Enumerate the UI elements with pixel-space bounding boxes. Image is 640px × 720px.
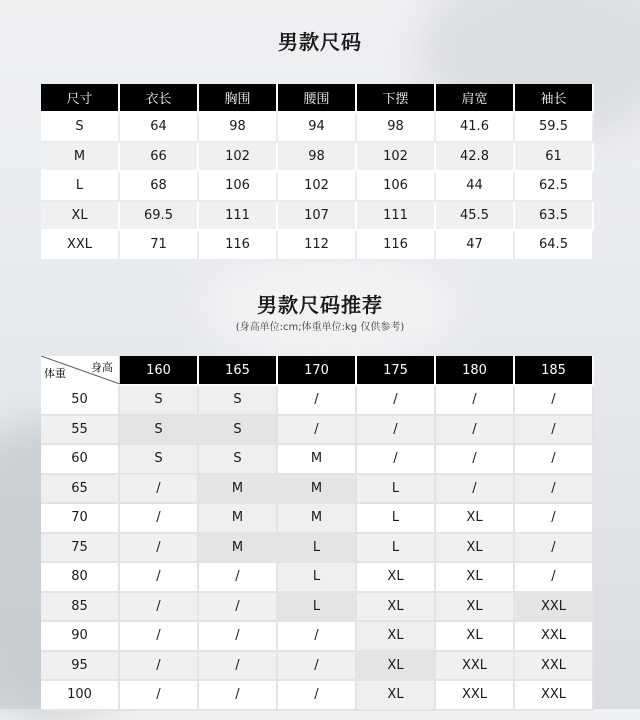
size-value-cell: 98 <box>199 113 278 143</box>
recommended-size-cell: XXL <box>436 681 515 711</box>
size-value-cell: 102 <box>278 172 357 202</box>
recommended-size-cell: L <box>278 534 357 564</box>
size-header-cell: 下摆 <box>357 84 436 113</box>
recommended-size-cell: XXL <box>436 652 515 682</box>
size-label-cell: XXL <box>41 231 120 261</box>
corner-cell <box>41 356 120 386</box>
recommended-size-cell: / <box>120 652 199 682</box>
recommended-size-cell: XL <box>436 563 515 593</box>
recommended-size-cell: S <box>199 416 278 446</box>
size-value-cell: 71 <box>120 231 199 261</box>
size-value-cell: 102 <box>199 143 278 173</box>
recommended-size-cell: S <box>120 386 199 416</box>
recommended-size-cell: / <box>515 504 594 534</box>
size-value-cell: 112 <box>278 231 357 261</box>
recommended-size-cell: S <box>120 416 199 446</box>
size-value-cell: 111 <box>199 202 278 232</box>
recommended-size-cell: L <box>278 563 357 593</box>
size-value-cell: 98 <box>357 113 436 143</box>
weight-label-cell: 90 <box>41 622 120 652</box>
recommendation-row <box>41 622 594 652</box>
recommended-size-cell: M <box>278 475 357 505</box>
weight-label-cell: 60 <box>41 445 120 475</box>
recommendation-row <box>41 445 594 475</box>
size-value-cell: 68 <box>120 172 199 202</box>
recommendation-note: (身高单位:cm;体重单位:kg 仅供参考) <box>235 322 405 333</box>
size-header-cell: 袖长 <box>515 84 594 113</box>
recommended-size-cell: M <box>278 445 357 475</box>
weight-label-cell: 55 <box>41 416 120 446</box>
recommended-size-cell: / <box>515 534 594 564</box>
size-value-cell: 94 <box>278 113 357 143</box>
height-header-cell: 165 <box>199 356 278 386</box>
recommended-size-cell: / <box>278 416 357 446</box>
recommended-size-cell: / <box>357 416 436 446</box>
recommended-size-cell: / <box>199 681 278 711</box>
recommended-size-cell: / <box>199 593 278 623</box>
recommended-size-cell: / <box>278 622 357 652</box>
size-chart-title: 男款尺码 <box>278 30 362 54</box>
recommended-size-cell: XL <box>436 593 515 623</box>
size-chart-table <box>41 84 594 261</box>
recommended-size-cell: / <box>120 475 199 505</box>
recommended-size-cell: / <box>278 386 357 416</box>
recommended-size-cell: XL <box>357 563 436 593</box>
recommended-size-cell: L <box>357 475 436 505</box>
size-value-cell: 69.5 <box>120 202 199 232</box>
recommended-size-cell: / <box>120 593 199 623</box>
recommendation-title: 男款尺码推荐 <box>257 293 383 317</box>
size-value-cell: 59.5 <box>515 113 594 143</box>
recommended-size-cell: XL <box>357 652 436 682</box>
weight-label-cell: 50 <box>41 386 120 416</box>
size-value-cell: 47 <box>436 231 515 261</box>
height-header-cell: 170 <box>278 356 357 386</box>
recommended-size-cell: / <box>515 445 594 475</box>
recommended-size-cell: / <box>357 386 436 416</box>
recommended-size-cell: XL <box>436 504 515 534</box>
weight-label-cell: 95 <box>41 652 120 682</box>
recommended-size-cell: / <box>515 416 594 446</box>
recommended-size-cell: / <box>120 622 199 652</box>
size-value-cell: 106 <box>357 172 436 202</box>
recommended-size-cell: / <box>199 622 278 652</box>
recommendation-row <box>41 504 594 534</box>
height-header-cell: 160 <box>120 356 199 386</box>
recommended-size-cell: / <box>515 386 594 416</box>
size-header-cell: 肩宽 <box>436 84 515 113</box>
recommendation-row <box>41 475 594 505</box>
size-table-row <box>41 113 594 143</box>
size-value-cell: 64 <box>120 113 199 143</box>
size-value-cell: 106 <box>199 172 278 202</box>
recommended-size-cell: / <box>120 681 199 711</box>
recommended-size-cell: / <box>278 681 357 711</box>
recommended-size-cell: / <box>436 445 515 475</box>
recommended-size-cell: XL <box>436 622 515 652</box>
size-value-cell: 116 <box>199 231 278 261</box>
recommended-size-cell: S <box>199 386 278 416</box>
size-label-cell: S <box>41 113 120 143</box>
size-value-cell: 41.6 <box>436 113 515 143</box>
corner-height-label: 身高 <box>91 361 113 374</box>
size-value-cell: 64.5 <box>515 231 594 261</box>
recommended-size-cell: / <box>278 652 357 682</box>
size-table-row <box>41 143 594 173</box>
size-chart-header-row <box>41 84 594 113</box>
height-header-cell: 185 <box>515 356 594 386</box>
recommendation-row <box>41 652 594 682</box>
size-label-cell: M <box>41 143 120 173</box>
weight-label-cell: 85 <box>41 593 120 623</box>
size-table-row <box>41 231 594 261</box>
recommended-size-cell: S <box>120 445 199 475</box>
recommended-size-cell: XL <box>357 681 436 711</box>
recommendation-row <box>41 563 594 593</box>
recommended-size-cell: XL <box>357 622 436 652</box>
size-value-cell: 63.5 <box>515 202 594 232</box>
recommended-size-cell: L <box>278 593 357 623</box>
height-header-cell: 180 <box>436 356 515 386</box>
recommended-size-cell: XL <box>357 593 436 623</box>
weight-label-cell: 65 <box>41 475 120 505</box>
recommended-size-cell: / <box>515 563 594 593</box>
size-header-cell: 腰围 <box>278 84 357 113</box>
recommended-size-cell: M <box>199 475 278 505</box>
weight-label-cell: 75 <box>41 534 120 564</box>
recommended-size-cell: / <box>436 475 515 505</box>
corner-weight-label: 体重 <box>44 367 66 380</box>
height-header-cell: 175 <box>357 356 436 386</box>
recommended-size-cell: / <box>199 563 278 593</box>
recommendation-table <box>41 356 594 711</box>
recommended-size-cell: / <box>357 445 436 475</box>
recommendation-row <box>41 593 594 623</box>
size-label-cell: XL <box>41 202 120 232</box>
weight-label-cell: 70 <box>41 504 120 534</box>
size-value-cell: 42.8 <box>436 143 515 173</box>
size-header-cell: 胸围 <box>199 84 278 113</box>
recommended-size-cell: / <box>515 475 594 505</box>
recommended-size-cell: S <box>199 445 278 475</box>
size-value-cell: 44 <box>436 172 515 202</box>
recommendation-row <box>41 534 594 564</box>
recommended-size-cell: / <box>436 386 515 416</box>
size-label-cell: L <box>41 172 120 202</box>
recommended-size-cell: / <box>120 534 199 564</box>
size-value-cell: 111 <box>357 202 436 232</box>
size-table-row <box>41 172 594 202</box>
weight-label-cell: 80 <box>41 563 120 593</box>
recommended-size-cell: L <box>357 504 436 534</box>
recommended-size-cell: / <box>120 504 199 534</box>
size-value-cell: 61 <box>515 143 594 173</box>
weight-label-cell: 100 <box>41 681 120 711</box>
recommended-size-cell: M <box>278 504 357 534</box>
size-header-cell: 尺寸 <box>41 84 120 113</box>
size-value-cell: 102 <box>357 143 436 173</box>
recommendation-row <box>41 386 594 416</box>
size-table-row <box>41 202 594 232</box>
size-value-cell: 116 <box>357 231 436 261</box>
recommended-size-cell: XXL <box>515 681 594 711</box>
recommended-size-cell: / <box>120 563 199 593</box>
size-value-cell: 62.5 <box>515 172 594 202</box>
recommendation-row <box>41 681 594 711</box>
size-value-cell: 45.5 <box>436 202 515 232</box>
recommended-size-cell: L <box>357 534 436 564</box>
recommendation-header-row <box>41 356 594 386</box>
size-value-cell: 98 <box>278 143 357 173</box>
size-value-cell: 66 <box>120 143 199 173</box>
recommended-size-cell: XXL <box>515 652 594 682</box>
recommended-size-cell: M <box>199 504 278 534</box>
recommendation-row <box>41 416 594 446</box>
size-header-cell: 衣长 <box>120 84 199 113</box>
recommended-size-cell: / <box>199 652 278 682</box>
recommended-size-cell: XXL <box>515 622 594 652</box>
recommended-size-cell: / <box>436 416 515 446</box>
recommended-size-cell: M <box>199 534 278 564</box>
size-value-cell: 107 <box>278 202 357 232</box>
recommended-size-cell: XL <box>436 534 515 564</box>
recommended-size-cell: XXL <box>515 593 594 623</box>
